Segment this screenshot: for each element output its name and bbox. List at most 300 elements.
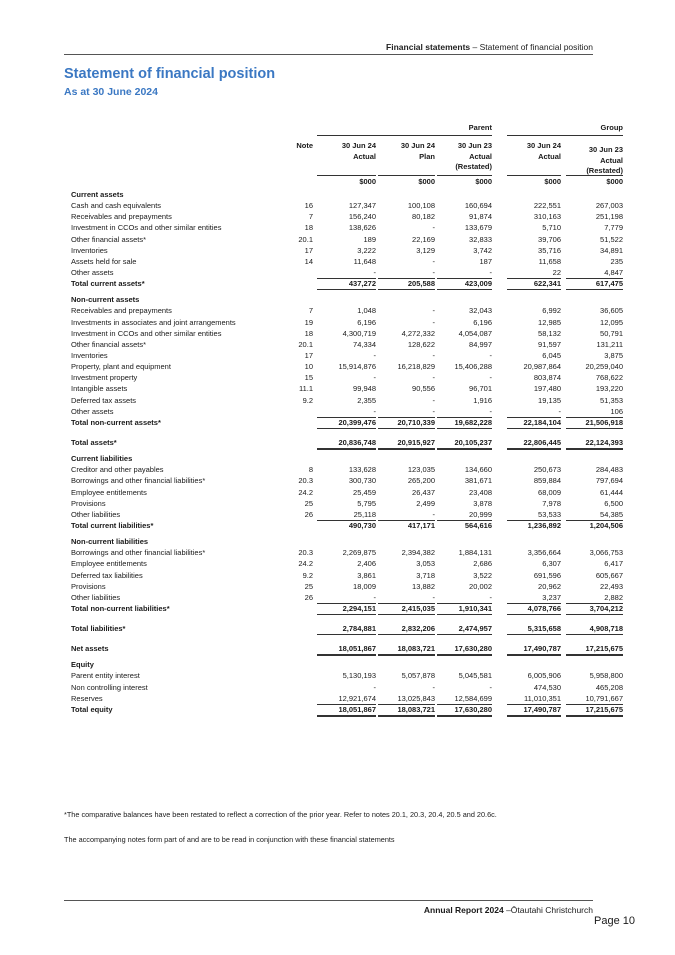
total-row — [71, 437, 631, 448]
amount-cell: 6,500 — [604, 498, 623, 508]
amount-cell: 18,051,867 — [317, 643, 376, 656]
amount-cell: 18,083,721 — [378, 643, 435, 656]
total-row — [71, 520, 631, 531]
amount-cell: 284,483 — [595, 465, 623, 475]
group-label: Group — [600, 123, 623, 132]
amount-cell: 51,522 — [600, 234, 623, 244]
line-item-label: Non controlling interest — [71, 682, 148, 692]
amount-cell: - — [317, 267, 376, 279]
line-item-label: Total current liabilities* — [71, 520, 154, 530]
line-item-row — [71, 558, 631, 569]
note-ref — [287, 693, 313, 704]
line-item-label: Deferred tax liabilities — [71, 570, 143, 580]
amount-cell: 1,236,892 — [527, 520, 561, 530]
note-ref — [287, 437, 313, 448]
amount-cell: 2,294,151 — [317, 603, 376, 615]
amount-cell: 16,218,829 — [397, 362, 435, 372]
amount-cell: 21,506,918 — [566, 417, 623, 429]
amount-cell: 5,130,193 — [342, 671, 376, 681]
amount-cell: 20,836,748 — [317, 437, 376, 450]
line-item-row — [71, 487, 631, 498]
amount-cell: 2,832,206 — [378, 623, 435, 635]
amount-cell: 123,035 — [407, 465, 435, 475]
amount-cell: 20,987,864 — [523, 362, 561, 372]
amount-cell: - — [317, 406, 376, 418]
amount-cell: 2,415,035 — [378, 603, 435, 615]
note-ref: 9.2 — [302, 570, 313, 580]
amount-cell: 133,679 — [464, 223, 492, 233]
line-item-row — [71, 670, 631, 681]
line-item-label: Investment property — [71, 373, 138, 383]
units-c3: $000 — [544, 177, 561, 186]
line-item-label: Receivables and prepayments — [71, 212, 172, 222]
amount-cell: 265,200 — [407, 476, 435, 486]
line-item-label: Total non-current assets* — [71, 417, 161, 427]
amount-cell: 20,999 — [437, 509, 492, 521]
amount-cell: 1,910,341 — [437, 603, 492, 615]
note-ref: 9.2 — [302, 395, 313, 405]
amount-cell: 23,408 — [469, 487, 492, 497]
line-item-row — [71, 267, 631, 278]
amount-cell: 18,051,867 — [317, 704, 376, 717]
amount-cell: 3,522 — [473, 570, 492, 580]
line-item-row — [71, 328, 631, 339]
amount-cell: 22,184,104 — [507, 417, 561, 429]
line-item-label: Other assets — [71, 406, 114, 416]
total-row — [71, 643, 631, 654]
note-ref: 14 — [304, 256, 313, 266]
amount-cell: 17,490,787 — [507, 643, 561, 656]
line-item-label: Employee entitlements — [71, 487, 147, 497]
line-item-label: Total assets* — [71, 437, 117, 447]
amount-cell: 25,118 — [317, 509, 376, 521]
note-ref — [287, 623, 313, 634]
amount-cell: 2,686 — [473, 559, 492, 569]
amount-cell: 22,806,445 — [507, 437, 561, 450]
amount-cell: 133,628 — [348, 465, 376, 475]
line-item-label: Investment in CCOs and other similar entities — [71, 328, 222, 338]
amount-cell: 91,597 — [538, 339, 561, 349]
note-ref: 7 — [308, 306, 313, 316]
amount-cell: 617,475 — [566, 278, 623, 290]
note-ref: 20.1 — [298, 339, 313, 349]
amount-cell: 859,884 — [533, 476, 561, 486]
line-item-label: Total current assets* — [71, 279, 145, 289]
line-item-label: Non-current liabilities — [71, 537, 149, 547]
note-ref — [287, 278, 313, 289]
page-number: Page 10 — [594, 915, 635, 927]
note-ref — [287, 267, 313, 278]
amount-cell: 691,596 — [533, 570, 561, 580]
line-item-row — [71, 305, 631, 316]
amount-cell: 310,163 — [533, 212, 561, 222]
parent-rule — [317, 135, 492, 136]
amount-cell: 300,730 — [348, 476, 376, 486]
line-item-label: Investments in associates and joint arrangements — [71, 317, 236, 327]
line-item-label: Investment in CCOs and other similar entities — [71, 223, 222, 233]
section-heading — [71, 189, 631, 200]
line-item-row — [71, 200, 631, 211]
amount-cell: 35,716 — [538, 245, 561, 255]
amount-cell: 803,874 — [533, 373, 561, 383]
amount-cell: - — [489, 350, 492, 360]
amount-cell: 3,861 — [357, 570, 376, 580]
total-row — [71, 603, 631, 614]
line-item-row — [71, 475, 631, 486]
amount-cell: - — [432, 350, 435, 360]
amount-cell: 51,353 — [600, 395, 623, 405]
amount-cell: 50,791 — [600, 328, 623, 338]
amount-cell: 622,341 — [507, 278, 561, 290]
amount-cell: 17,215,675 — [566, 643, 623, 656]
amount-cell: 138,626 — [348, 223, 376, 233]
amount-cell: 32,833 — [469, 234, 492, 244]
amount-cell: 1,204,506 — [589, 520, 623, 530]
amount-cell: 20,710,339 — [378, 417, 435, 429]
amount-cell: 267,003 — [595, 201, 623, 211]
note-ref — [287, 603, 313, 614]
amount-cell: 2,269,875 — [342, 548, 376, 558]
note-ref: 17 — [304, 245, 313, 255]
amount-cell: - — [489, 373, 492, 383]
line-item-row — [71, 372, 631, 383]
line-item-label: Cash and cash equivalents — [71, 201, 162, 211]
amount-cell: 160,694 — [464, 201, 492, 211]
amount-cell: 222,551 — [533, 201, 561, 211]
line-item-label: Total liabilities* — [71, 624, 126, 634]
line-item-row — [71, 256, 631, 267]
amount-cell: 4,054,087 — [458, 328, 492, 338]
amount-cell: 91,874 — [469, 212, 492, 222]
note-ref: 7 — [308, 212, 313, 222]
amount-cell: 53,533 — [507, 509, 561, 521]
note-ref — [287, 670, 313, 681]
amount-cell: 5,057,878 — [401, 671, 435, 681]
amount-cell: 22,124,393 — [566, 437, 623, 450]
amount-cell: 13,882 — [412, 581, 435, 591]
amount-cell: 127,347 — [348, 201, 376, 211]
section-heading — [71, 536, 631, 547]
amount-cell: 797,694 — [595, 476, 623, 486]
units-c4: $000 — [606, 177, 623, 186]
amount-cell: - — [317, 592, 376, 604]
amount-cell: 1,884,131 — [458, 548, 492, 558]
note-ref: 8 — [308, 465, 313, 475]
amount-cell: 7,779 — [604, 223, 623, 233]
amount-cell: 11,010,351 — [507, 693, 561, 705]
line-item-label: Reserves — [71, 693, 103, 703]
note-ref: 20.3 — [298, 476, 313, 486]
group-rule — [507, 135, 623, 136]
note-ref — [287, 704, 313, 715]
line-item-label: Creditor and other payables — [71, 465, 164, 475]
amount-cell: 490,730 — [348, 520, 376, 530]
amount-cell: 1,916 — [473, 395, 492, 405]
table-body — [71, 189, 631, 715]
amount-cell: 20,259,040 — [585, 362, 623, 372]
line-item-label: Deferred tax assets — [71, 395, 137, 405]
line-item-label: Other liabilities — [71, 509, 121, 519]
line-item-label: Borrowings and other financial liabilities* — [71, 476, 206, 486]
amount-cell: 15,914,876 — [338, 362, 376, 372]
line-item-label: Other financial assets* — [71, 339, 147, 349]
amount-cell: 134,660 — [464, 465, 492, 475]
line-item-row — [71, 693, 631, 704]
amount-cell: 11,658 — [538, 256, 561, 266]
header-separator: – — [470, 42, 480, 52]
amount-cell: 12,985 — [538, 317, 561, 327]
note-ref: 17 — [304, 350, 313, 360]
section-heading — [71, 294, 631, 305]
amount-cell: 12,095 — [600, 317, 623, 327]
units-rule-c4 — [566, 175, 623, 176]
note-ref: 15 — [304, 373, 313, 383]
amount-cell: 68,009 — [538, 487, 561, 497]
amount-cell: 15,406,288 — [454, 362, 492, 372]
note-ref: 11.1 — [298, 384, 313, 394]
col-header-c1: 30 Jun 24 Plan — [400, 141, 435, 161]
amount-cell: 3,222 — [357, 245, 376, 255]
row-spacer — [71, 614, 631, 623]
amount-cell: 5,958,800 — [589, 671, 623, 681]
accompanying-notes-footnote: The accompanying notes form part of and are to be read in conjunction with these financial statements — [64, 835, 395, 844]
amount-cell: 417,171 — [407, 520, 435, 530]
section-heading — [71, 659, 631, 670]
line-item-row — [71, 383, 631, 394]
amount-cell: - — [507, 406, 561, 418]
amount-cell: - — [432, 223, 435, 233]
line-item-row — [71, 581, 631, 592]
line-item-label: Receivables and prepayments — [71, 306, 172, 316]
amount-cell: 39,706 — [538, 234, 561, 244]
note-ref: 20.3 — [298, 548, 313, 558]
line-item-row — [71, 211, 631, 222]
amount-cell: 7,978 — [542, 498, 561, 508]
amount-cell: 2,355 — [357, 395, 376, 405]
amount-cell: 474,530 — [533, 682, 561, 692]
amount-cell: 4,908,718 — [566, 623, 623, 635]
amount-cell: - — [432, 317, 435, 327]
amount-cell: 381,671 — [464, 476, 492, 486]
line-item-label: Property, plant and equipment — [71, 362, 171, 372]
line-item-label: Non-current assets — [71, 295, 140, 305]
amount-cell: 13,025,843 — [378, 693, 435, 705]
line-item-row — [71, 406, 631, 417]
total-row — [71, 278, 631, 289]
amount-cell: 3,356,664 — [527, 548, 561, 558]
amount-cell: 3,129 — [416, 245, 435, 255]
amount-cell: 423,009 — [437, 278, 492, 290]
units-rule-c0 — [317, 175, 376, 176]
line-item-label: Equity — [71, 660, 94, 670]
note-ref — [287, 520, 313, 531]
amount-cell: 4,272,332 — [401, 328, 435, 338]
amount-cell: 1,048 — [357, 306, 376, 316]
amount-cell: 11,648 — [353, 256, 376, 266]
line-item-row — [71, 570, 631, 581]
amount-cell: 4,078,766 — [507, 603, 561, 615]
note-ref: 16 — [304, 201, 313, 211]
line-item-label: Parent entity interest — [71, 671, 140, 681]
line-item-label: Assets held for sale — [71, 256, 137, 266]
line-item-row — [71, 234, 631, 245]
amount-cell: 4,300,719 — [342, 328, 376, 338]
units-rule-c1 — [378, 175, 435, 176]
units-c2: $000 — [475, 177, 492, 186]
line-item-label: Total equity — [71, 704, 113, 714]
amount-cell: 20,915,927 — [378, 437, 435, 450]
line-item-label: Total non-current liabilities* — [71, 603, 170, 613]
amount-cell: 6,005,906 — [527, 671, 561, 681]
financial-statement-table — [71, 123, 631, 715]
line-item-label: Provisions — [71, 581, 106, 591]
header-rule — [64, 54, 593, 55]
amount-cell: 205,588 — [378, 278, 435, 290]
report-footer — [424, 905, 593, 915]
amount-cell: 12,921,674 — [317, 693, 376, 705]
amount-cell: - — [378, 406, 435, 418]
row-spacer — [71, 634, 631, 643]
note-ref: 18 — [304, 223, 313, 233]
amount-cell: 2,406 — [357, 559, 376, 569]
amount-cell: 2,882 — [566, 592, 623, 604]
note-ref: 24.2 — [298, 487, 313, 497]
running-header — [386, 42, 593, 52]
amount-cell: 26,437 — [412, 487, 435, 497]
amount-cell: 12,584,699 — [437, 693, 492, 705]
amount-cell: 90,556 — [412, 384, 435, 394]
page-subtitle: As at 30 June 2024 — [64, 86, 158, 98]
amount-cell: 18,009 — [353, 581, 376, 591]
amount-cell: 6,992 — [542, 306, 561, 316]
amount-cell: 6,045 — [542, 350, 561, 360]
amount-cell: 3,718 — [416, 570, 435, 580]
amount-cell: - — [432, 682, 435, 692]
line-item-row — [71, 350, 631, 361]
amount-cell: 20,002 — [469, 581, 492, 591]
amount-cell: 465,208 — [595, 682, 623, 692]
amount-cell: 74,334 — [353, 339, 376, 349]
note-ref — [287, 406, 313, 417]
units-c1: $000 — [418, 177, 435, 186]
col-header-c0: 30 Jun 24 Actual — [341, 141, 376, 161]
units-rule-c3 — [507, 175, 561, 176]
note-ref: 10 — [304, 362, 313, 372]
note-ref: 25 — [304, 581, 313, 591]
amount-cell: - — [378, 267, 435, 279]
note-ref: 26 — [304, 509, 313, 519]
amount-cell: 6,196 — [473, 317, 492, 327]
amount-cell: - — [432, 256, 435, 266]
line-item-row — [71, 464, 631, 475]
line-item-label: Provisions — [71, 498, 106, 508]
col-header-c3: 30 Jun 24 Actual — [526, 141, 561, 161]
amount-cell: - — [432, 373, 435, 383]
amount-cell: 84,997 — [469, 339, 492, 349]
amount-cell: 17,490,787 — [507, 704, 561, 717]
header-subsection: Statement of financial position — [479, 42, 593, 52]
amount-cell: 6,307 — [542, 559, 561, 569]
amount-cell: 128,622 — [407, 339, 435, 349]
line-item-row — [71, 592, 631, 603]
amount-cell: 5,710 — [542, 223, 561, 233]
col-header-c4: 30 Jun 23 Actual (Restated) — [586, 145, 623, 175]
amount-cell: 2,499 — [416, 498, 435, 508]
note-ref: 19 — [304, 317, 313, 327]
line-item-row — [71, 317, 631, 328]
note-ref — [287, 682, 313, 693]
amount-cell: - — [378, 509, 435, 521]
amount-cell: 32,043 — [469, 306, 492, 316]
line-item-row — [71, 395, 631, 406]
header-section: Financial statements — [386, 42, 471, 52]
report-org: –Ōtautahi Christchurch — [503, 905, 593, 915]
footer-rule — [64, 900, 593, 901]
amount-cell: 25,459 — [353, 487, 376, 497]
note-ref: 18 — [304, 328, 313, 338]
page-title: Statement of financial position — [64, 66, 276, 82]
amount-cell: - — [432, 306, 435, 316]
amount-cell: - — [437, 592, 492, 604]
amount-cell: - — [373, 682, 376, 692]
amount-cell: 250,673 — [533, 465, 561, 475]
amount-cell: 4,847 — [566, 267, 623, 279]
amount-cell: 17,215,675 — [566, 704, 623, 717]
amount-cell: 768,622 — [595, 373, 623, 383]
amount-cell: 20,399,476 — [317, 417, 376, 429]
amount-cell: 437,272 — [317, 278, 376, 290]
amount-cell: 3,237 — [507, 592, 561, 604]
amount-cell: 96,701 — [469, 384, 492, 394]
note-ref: 25 — [304, 498, 313, 508]
amount-cell: 99,948 — [353, 384, 376, 394]
line-item-label: Employee entitlements — [71, 559, 147, 569]
restatement-footnote: *The comparative balances have been restated to reflect a correction of the prior year. Refer to notes 20.1, 20.3, 20.4, 20.5 and 20.6c. — [64, 810, 497, 819]
amount-cell: 34,891 — [600, 245, 623, 255]
amount-cell: - — [373, 350, 376, 360]
amount-cell: 193,220 — [595, 384, 623, 394]
amount-cell: - — [432, 395, 435, 405]
amount-cell: 58,132 — [538, 328, 561, 338]
amount-cell: 2,784,881 — [317, 623, 376, 635]
units-c0: $000 — [359, 177, 376, 186]
amount-cell: 3,742 — [473, 245, 492, 255]
note-ref — [287, 417, 313, 428]
amount-cell: 251,198 — [595, 212, 623, 222]
line-item-row — [71, 339, 631, 350]
line-item-label: Inventories — [71, 350, 108, 360]
amount-cell: 80,182 — [412, 212, 435, 222]
table-header — [71, 123, 631, 189]
amount-cell: 189 — [363, 234, 376, 244]
amount-cell: - — [373, 373, 376, 383]
amount-cell: 3,066,753 — [589, 548, 623, 558]
units-rule-c2 — [437, 175, 492, 176]
amount-cell: 106 — [566, 406, 623, 418]
row-spacer — [71, 428, 631, 437]
line-item-label: Inventories — [71, 245, 108, 255]
line-item-row — [71, 498, 631, 509]
line-item-row — [71, 682, 631, 693]
note-ref: 26 — [304, 592, 313, 602]
amount-cell: - — [437, 267, 492, 279]
line-item-label: Current assets — [71, 190, 124, 199]
line-item-label: Intangible assets — [71, 384, 128, 394]
amount-cell: - — [378, 592, 435, 604]
amount-cell: 564,616 — [464, 520, 492, 530]
line-item-label: Other financial assets* — [71, 234, 147, 244]
amount-cell: 3,704,212 — [566, 603, 623, 615]
